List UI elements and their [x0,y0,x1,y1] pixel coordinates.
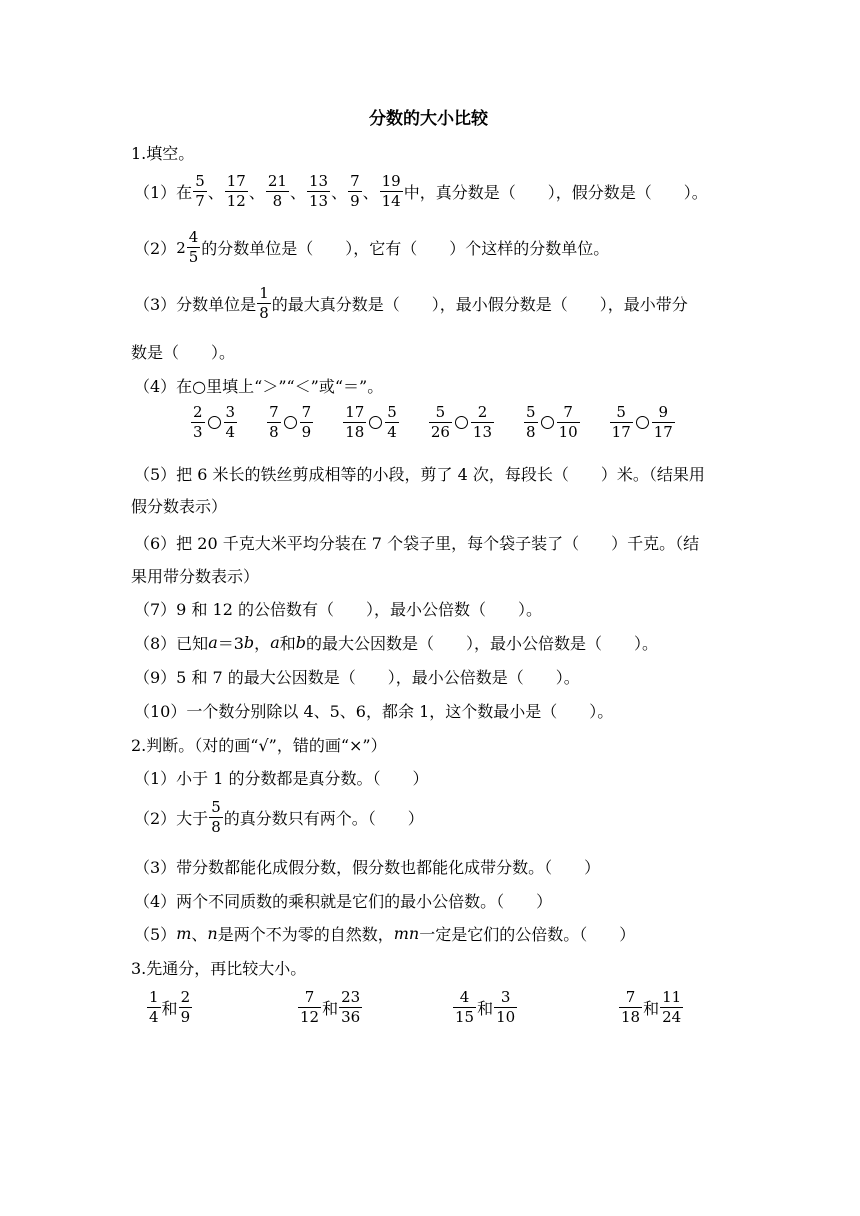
s1-q3-suffix: 的最大真分数是（ ），最小假分数是（ ），最小带分 [271,295,688,314]
comparison-pair [342,405,400,440]
comparison-pair [523,405,581,440]
numerator: 3 [500,988,511,1006]
list-separator: 、 [248,183,265,202]
denominator: 4 [225,423,236,441]
numerator: 23 [341,988,361,1006]
and-word: 和 [477,999,494,1018]
s1-q3-prefix: （3）分数单位是 [134,295,257,314]
denominator: 9 [350,192,360,210]
numerator: 11 [662,988,682,1006]
numerator: 7 [350,172,360,190]
s1-q8-a: （8）已知 [134,634,209,653]
comparison-circle[interactable] [636,416,649,429]
numerator: 1 [149,988,159,1006]
var-mn: mn [393,924,420,943]
comparison-circle[interactable] [369,416,382,429]
numerator: 5 [387,403,397,421]
s1-q8 [134,631,658,654]
s2-q5-a: 、 [191,925,208,944]
s1-q4-comparisons [190,405,676,440]
numerator: 21 [267,172,287,190]
compare-pair [452,990,518,1025]
s1-q6-line1: （6）把 20 千克大米平均分装在 7 个袋子里，每个袋子装了（ ）千克。（结 [134,534,700,553]
s2-q1: （1）小于 1 的分数都是真分数。（ ） [134,769,429,788]
denominator: 8 [269,423,279,441]
denominator: 17 [611,423,631,441]
numerator: 2 [477,403,488,421]
numerator: 9 [658,403,669,421]
s2-q5-b: 是两个不为零的自然数， [217,925,394,944]
fraction [266,174,289,209]
compare-pair [146,990,193,1025]
fraction [610,405,633,440]
denominator: 4 [149,1008,159,1026]
list-separator: 、 [331,183,348,202]
fraction [224,405,238,440]
fraction [300,405,314,440]
fraction [179,990,193,1025]
fraction [257,286,271,321]
fraction [380,174,403,209]
numerator: 2 [193,403,203,421]
denominator: 10 [496,1008,516,1026]
s1-q8-b: ＝3 [217,634,244,653]
denominator: 8 [211,818,221,836]
and-word: 和 [322,999,339,1018]
s1-q1 [134,174,708,209]
numerator: 17 [226,172,246,190]
denominator: 10 [558,423,578,441]
numerator: 17 [345,403,365,421]
denominator: 15 [455,1008,475,1026]
compare-pair [618,990,684,1025]
s1-q1-frac-list [192,174,404,209]
fraction [267,405,281,440]
s1-q5-line1: （5）把 6 米长的铁丝剪成相等的小段，剪了 4 次，每段长（ ）米。（结果用 [134,465,705,484]
s2-q5 [134,922,635,945]
and-word: 和 [161,999,178,1018]
fraction [225,174,248,209]
comparison-circle[interactable] [284,416,297,429]
denominator: 9 [180,1008,191,1026]
fraction [339,990,362,1025]
denominator: 5 [188,248,199,266]
numerator: 5 [211,798,221,816]
fraction [343,405,366,440]
fraction [193,174,207,209]
numerator: 5 [435,403,446,421]
s1-q10: （10）一个数分别除以 4、5、6，都余 1，这个数最小是（ ）。 [134,702,614,721]
fraction [209,800,223,835]
s1-q8-e: 的最大公因数是（ ），最小公倍数是（ ）。 [306,634,659,653]
fraction [348,174,362,209]
denominator: 8 [526,423,536,441]
numerator: 5 [526,403,536,421]
numerator: 3 [225,403,236,421]
denominator: 12 [300,1008,320,1026]
mixed-number [176,230,201,265]
s2-q2 [134,800,424,835]
page-title: 分数的大小比较 [369,109,488,129]
numerator: 19 [381,172,401,190]
denominator: 14 [381,192,401,210]
denominator: 8 [272,192,283,210]
fraction [471,405,494,440]
s1-q2-suffix: 的分数单位是（ ），它有（ ）个这样的分数单位。 [201,239,610,258]
s1-q3 [134,286,688,321]
section2-heading: 2.判断。（对的画“√”，错的画“×”） [131,736,387,755]
numerator: 7 [625,988,636,1006]
s1-q4: （4）在○里填上“＞”“＜”或“＝”。 [134,377,384,396]
mixed-whole: 2 [176,238,186,257]
s1-q9: （9）5 和 7 的最大公因数是（ ），最小公倍数是（ ）。 [134,668,580,687]
s1-q1-prefix: （1）在 [134,183,193,202]
comparison-circle[interactable] [541,416,554,429]
var-n: n [207,924,218,943]
s1-q2-prefix: （2） [134,239,177,258]
numerator: 7 [269,403,279,421]
s2-q2-prefix: （2）大于 [134,809,209,828]
var-m: m [176,924,192,943]
denominator: 9 [301,423,312,441]
denominator: 17 [653,423,673,441]
fraction [298,990,321,1025]
numerator: 5 [616,403,626,421]
comparison-pair [266,405,314,440]
compare-pair [297,990,363,1025]
s1-q5-line2: 假分数表示） [131,497,228,516]
fraction [652,405,675,440]
var-a: a [208,633,218,652]
fraction [660,990,683,1025]
numerator: 13 [308,172,329,190]
denominator: 7 [195,192,205,210]
numerator: 7 [301,403,312,421]
comparison-pair [609,405,676,440]
and-word: 和 [643,999,660,1018]
denominator: 13 [472,423,493,441]
fraction [619,990,642,1025]
denominator: 36 [341,1008,361,1026]
fraction [307,174,330,209]
s2-q3: （3）带分数都能化成假分数，假分数也都能化成带分数。（ ） [134,858,601,877]
fraction [191,405,205,440]
numerator: 4 [459,988,470,1006]
fraction [187,230,201,265]
fraction [385,405,399,440]
section1-heading: 1.填空。 [131,144,195,163]
comparison-circle[interactable] [455,416,468,429]
comparison-circle[interactable] [208,416,221,429]
s2-q5-c: 一定是它们的公倍数。（ ） [419,925,636,944]
denominator: 18 [345,423,365,441]
s1-q2 [134,230,609,265]
list-separator: 、 [362,183,379,202]
denominator: 8 [259,304,269,322]
fraction [453,990,476,1025]
denominator: 3 [193,423,203,441]
list-separator: 、 [207,183,224,202]
comparison-pair [190,405,238,440]
section3-heading: 3.先通分，再比较大小。 [131,959,307,978]
s1-q8-c: ， [254,634,271,653]
numerator: 7 [563,403,573,421]
numerator: 4 [188,228,199,246]
s1-q3-continued: 数是（ ）。 [131,343,236,362]
fraction [494,990,517,1025]
var-b: b [243,633,255,652]
s1-q7: （7）9 和 12 的公倍数有（ ），最小公倍数（ ）。 [134,600,542,619]
numerator: 2 [180,988,191,1006]
s2-q5-prefix: （5） [134,925,177,944]
numerator: 1 [259,284,269,302]
s1-q8-d: 和 [279,634,296,653]
numerator: 5 [195,172,205,190]
denominator: 24 [662,1008,682,1026]
comparison-pair [428,405,495,440]
denominator: 18 [621,1008,641,1026]
denominator: 13 [308,192,329,210]
numerator: 7 [304,988,315,1006]
fraction [524,405,538,440]
s2-q2-suffix: 的真分数只有两个。（ ） [223,809,424,828]
fraction [429,405,452,440]
denominator: 12 [226,192,246,210]
list-separator: 、 [289,183,306,202]
var-a: a [270,633,280,652]
denominator: 4 [387,423,397,441]
s1-q6-line2: 果用带分数表示） [131,567,260,586]
fraction [557,405,580,440]
fraction [147,990,161,1025]
s2-q4: （4）两个不同质数的乘积就是它们的最小公倍数。（ ） [134,892,553,911]
s1-q1-suffix: 中，真分数是（ ），假分数是（ ）。 [403,183,708,202]
denominator: 26 [430,423,450,441]
var-b: b [295,633,306,652]
